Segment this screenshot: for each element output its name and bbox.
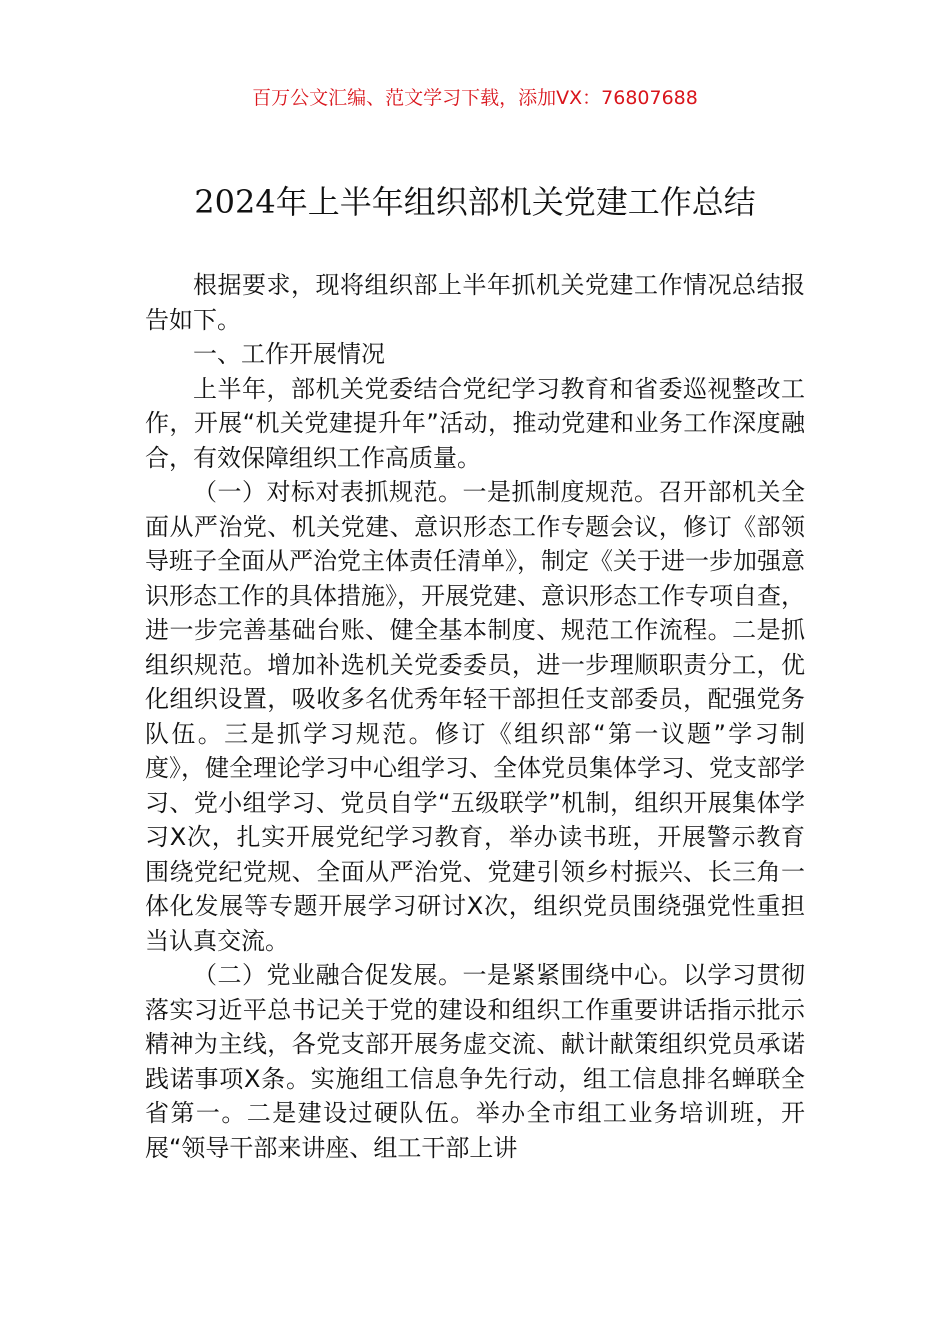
document-body	[145, 268, 805, 1165]
section-heading: 一、工作开展情况	[193, 340, 385, 368]
document-title: 2024年上半年组织部机关党建工作总结	[194, 183, 756, 221]
body-paragraph: 上半年，部机关党委结合党纪学习教育和省委巡视整改工作，开展“机关党建提升年”活动，推动党建和业务工作深度融合，有效保障组织工作高质量。	[145, 374, 805, 472]
body-paragraph: （二）党业融合促发展。一是紧紧围绕中心。以学习贯彻落实习近平总书记关于党的建设和组织工作重要讲话指示批示精神为主线，各党支部开展务虚交流、献计献策组织党员承诺践诺事项X条。实施组工信息争先行动，组工信息排名蝉联全省第一。二是建设过硬队伍。举办全市组工业务培训班，开展“领导干部来讲座、组工干部上讲	[145, 961, 805, 1162]
intro-paragraph: 根据要求，现将组织部上半年抓机关党建工作情况总结报告如下。	[145, 271, 805, 334]
promo-banner: 百万公文汇编、范文学习下载，添加VX：76807688	[252, 87, 698, 109]
body-paragraph: （一）对标对表抓规范。一是抓制度规范。召开部机关全面从严治党、机关党建、意识形态工作专题会议，修订《部领导班子全面从严治党主体责任清单》，制定《关于进一步加强意识形态工作的具体措施》，开展党建、意识形态工作专项自查，进一步完善基础台账、健全基本制度、规范工作流程。二是抓组织规范。增加补选机关党委委员，进一步理顺职责分工，优化组织设置，吸收多名优秀年轻干部担任支部委员，配强党务队伍。三是抓学习规范。修订《组织部“第一议题”学习制度》，健全理论学习中心组学习、全体党员集体学习、党支部学习、党小组学习、党员自学“五级联学”机制，组织开展集体学习X次，扎实开展党纪学习教育，举办读书班，开展警示教育围绕党纪党规、全面从严治党、党建引领乡村振兴、长三角一体化发展等专题开展学习研讨X次，组织党员围绕强党性重担当认真交流。	[145, 478, 805, 955]
